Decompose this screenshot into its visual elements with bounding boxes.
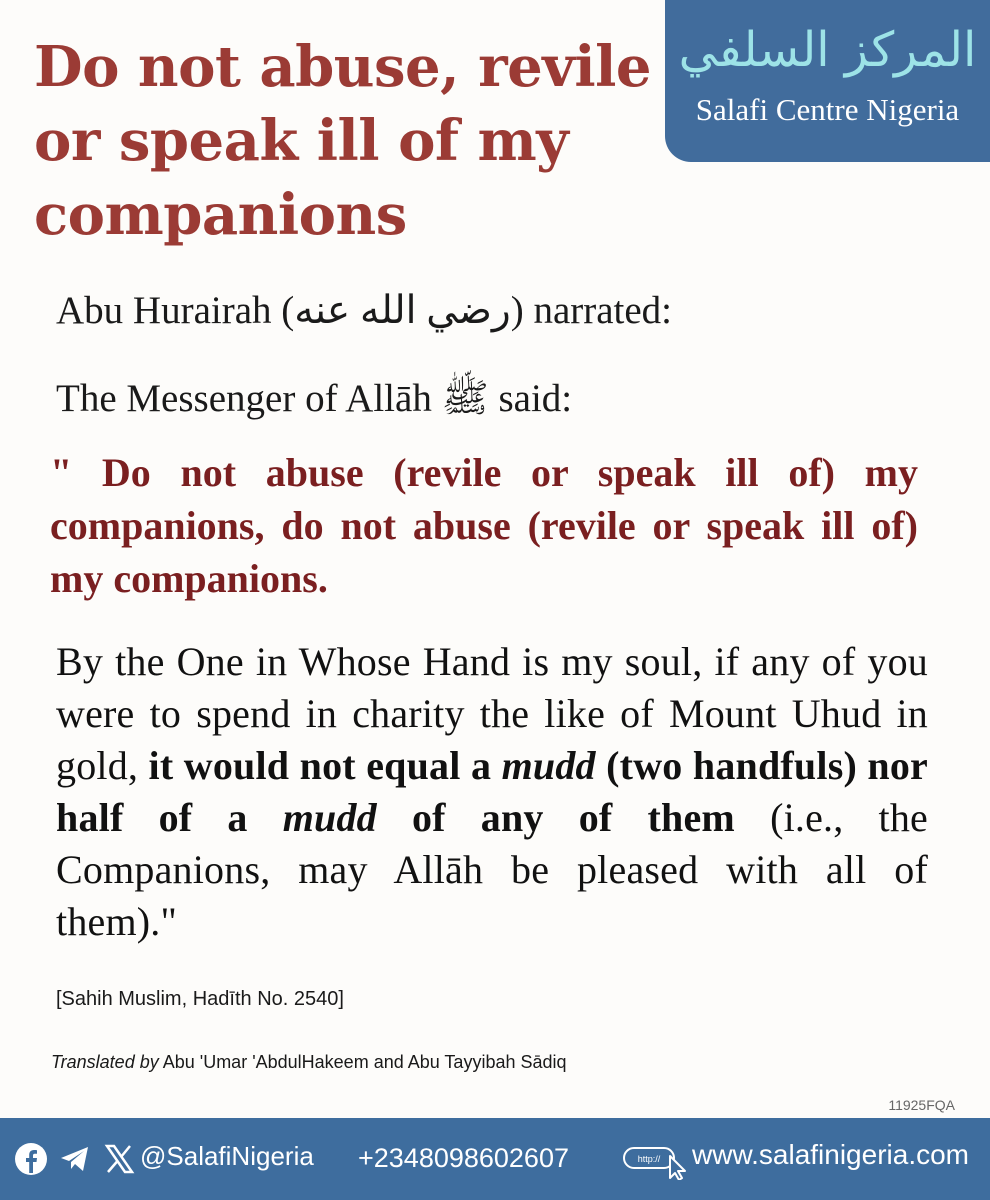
website-link[interactable]: www.salafinigeria.com	[692, 1139, 969, 1170]
logo	[665, 0, 990, 162]
page-title: Do not abuse, revile or speak ill of my companions	[34, 34, 651, 248]
translator-names: Abu 'Umar 'AbdulHakeem and Abu Tayyibah Sādiq	[158, 1052, 567, 1072]
phone-number[interactable]: +2348098602607	[358, 1143, 569, 1173]
logo-english-text: Salafi Centre Nigeria	[695, 92, 960, 127]
hadith-body	[56, 636, 928, 948]
web-cursor-icon	[622, 1140, 692, 1180]
translation-label: Translated by	[51, 1052, 159, 1072]
narrator-line: Abu Hurairah (رضي الله عنه) narrated:	[56, 289, 673, 332]
x-icon[interactable]	[102, 1142, 136, 1176]
body-italic-1: mudd	[501, 743, 596, 788]
body-text-2: (i.e., the Companions, may Allāh be pleased with all of them)."	[56, 795, 929, 944]
url-icon-text: http://	[637, 1154, 661, 1164]
facebook-icon[interactable]	[14, 1142, 48, 1176]
post-code: 11925FQA	[888, 1097, 955, 1113]
footer-bar	[0, 1118, 990, 1200]
social-handle[interactable]: @SalafiNigeria	[140, 1141, 314, 1171]
messenger-line: The Messenger of Allāh ﷺ said:	[56, 377, 573, 420]
telegram-icon[interactable]	[58, 1142, 92, 1176]
body-bold-3: of any of them	[376, 795, 771, 840]
body-italic-2: mudd	[282, 795, 377, 840]
reference: [Sahih Muslim, Hadīth No. 2540]	[56, 988, 344, 1010]
body-bold-2: (two handfuls) nor half of a	[56, 743, 928, 840]
body-bold-1: it would not equal a	[148, 743, 502, 788]
hadith-quote: " Do not abuse (revile or speak ill of) my companions, do not abuse (revile or speak ill of) my companions.	[50, 450, 918, 601]
translation-credit	[51, 1052, 567, 1073]
body-text-1: By the One in Whose Hand is my soul, if any of you were to spend in charity the like of Mount Uhud in gold,	[56, 639, 928, 788]
logo-arabic-text: المركز السلفي	[678, 22, 977, 78]
